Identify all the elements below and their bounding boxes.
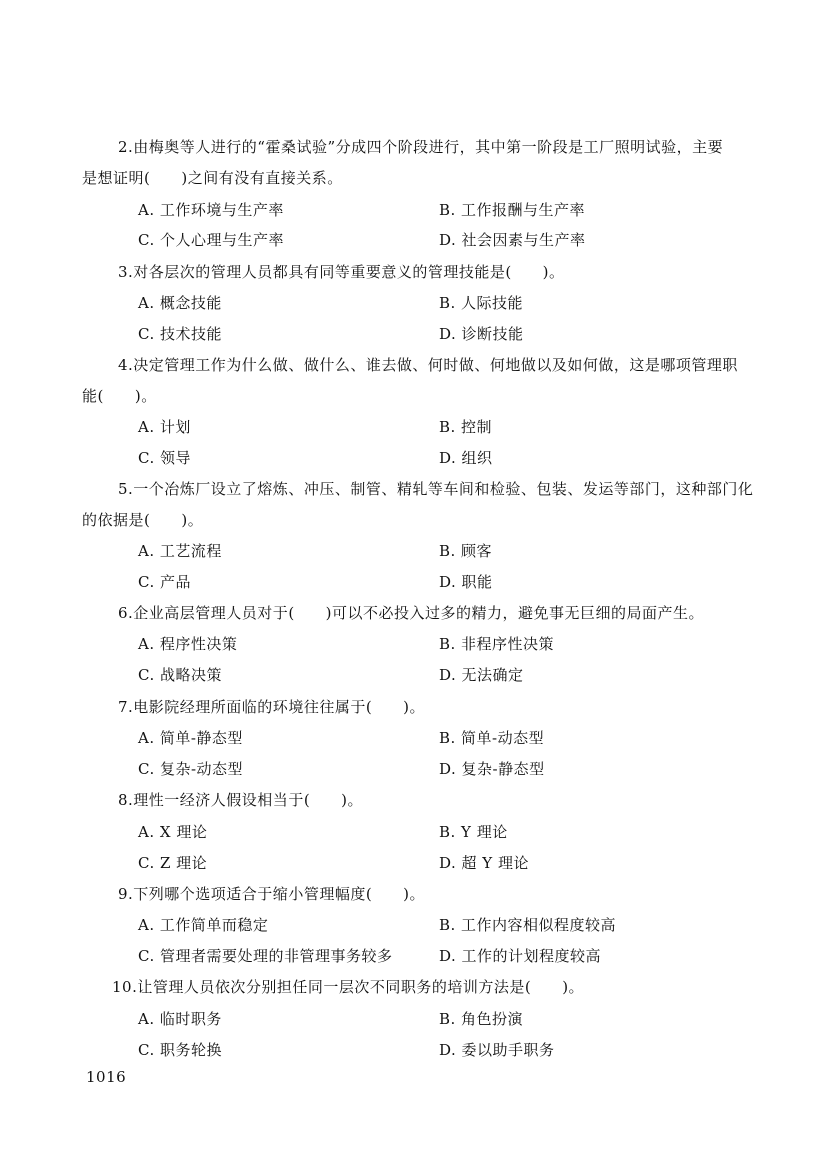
question-5-option-a: A. 工艺流程 xyxy=(138,542,222,560)
question-3-option-d: D. 诊断技能 xyxy=(439,325,524,343)
question-9-option-c: C. 管理者需要处理的非管理事务较多 xyxy=(138,947,393,965)
question-9-option-d: D. 工作的计划程度较高 xyxy=(439,947,602,965)
question-5-stem-cont: 的依据是( )。 xyxy=(82,511,204,529)
question-10-stem: 10.让管理人员依次分别担任同一层次不同职务的培训方法是( )。 xyxy=(112,978,585,996)
question-2-stem-cont: 是想证明( )之间有没有直接关系。 xyxy=(82,169,343,187)
question-6-option-a: A. 程序性决策 xyxy=(138,635,238,653)
question-2-option-b: B. 工作报酬与生产率 xyxy=(439,201,586,219)
question-3-option-b: B. 人际技能 xyxy=(439,294,524,312)
question-4-option-b: B. 控制 xyxy=(439,418,493,436)
question-7-option-d: D. 复杂-静态型 xyxy=(439,760,545,778)
question-5-option-d: D. 职能 xyxy=(439,573,493,591)
question-2-option-d: D. 社会因素与生产率 xyxy=(439,231,586,249)
question-8-stem: 8.理性一经济人假设相当于( )。 xyxy=(118,791,364,809)
question-6-option-b: B. 非程序性决策 xyxy=(439,635,555,653)
question-7-stem: 7.电影院经理所面临的环境往往属于( )。 xyxy=(118,698,426,716)
question-5-option-b: B. 顾客 xyxy=(439,542,493,560)
question-3-option-c: C. 技术技能 xyxy=(138,325,222,343)
question-10-option-c: C. 职务轮换 xyxy=(138,1041,222,1059)
question-4-option-c: C. 领导 xyxy=(138,449,191,467)
question-4-stem-cont: 能( )。 xyxy=(82,387,157,405)
question-2-option-c: C. 个人心理与生产率 xyxy=(138,231,284,249)
question-9-option-a: A. 工作简单而稳定 xyxy=(138,916,269,934)
question-6-stem: 6.企业高层管理人员对于( )可以不必投入过多的精力，避免事无巨细的局面产生。 xyxy=(118,604,705,622)
question-7-option-b: B. 简单-动态型 xyxy=(439,729,545,747)
question-5-option-c: C. 产品 xyxy=(138,573,191,591)
question-2-stem: 2.由梅奥等人进行的“霍桑试验”分成四个阶段进行，其中第一阶段是工厂照明试验，主要 xyxy=(118,138,724,156)
question-10-option-a: A. 临时职务 xyxy=(138,1010,222,1028)
question-5-stem: 5.一个冶炼厂设立了熔炼、冲压、制管、精轧等车间和检验、包装、发运等部门，这种部门化 xyxy=(118,480,754,498)
question-8-option-b: B. Y 理论 xyxy=(439,823,508,841)
question-3-option-a: A. 概念技能 xyxy=(138,294,222,312)
question-8-option-c: C. Z 理论 xyxy=(138,854,208,872)
question-6-option-c: C. 战略决策 xyxy=(138,666,222,684)
question-3-stem: 3.对各层次的管理人员都具有同等重要意义的管理技能是( )。 xyxy=(118,263,565,281)
question-4-stem: 4.决定管理工作为什么做、做什么、谁去做、何时做、何地做以及如何做，这是哪项管理职 xyxy=(118,356,738,374)
question-9-option-b: B. 工作内容相似程度较高 xyxy=(439,916,617,934)
question-6-option-d: D. 无法确定 xyxy=(439,666,524,684)
question-2-option-a: A. 工作环境与生产率 xyxy=(138,201,284,219)
question-8-option-a: A. X 理论 xyxy=(138,823,208,841)
question-10-option-b: B. 角色扮演 xyxy=(439,1010,524,1028)
question-7-option-a: A. 简单-静态型 xyxy=(138,729,243,747)
question-4-option-d: D. 组织 xyxy=(439,449,493,467)
question-9-stem: 9.下列哪个选项适合于缩小管理幅度( )。 xyxy=(118,885,426,903)
question-8-option-d: D. 超 Y 理论 xyxy=(439,854,529,872)
question-4-option-a: A. 计划 xyxy=(138,418,191,436)
question-7-option-c: C. 复杂-动态型 xyxy=(138,760,244,778)
page-number: 1016 xyxy=(86,1068,127,1086)
question-10-option-d: D. 委以助手职务 xyxy=(439,1041,555,1059)
